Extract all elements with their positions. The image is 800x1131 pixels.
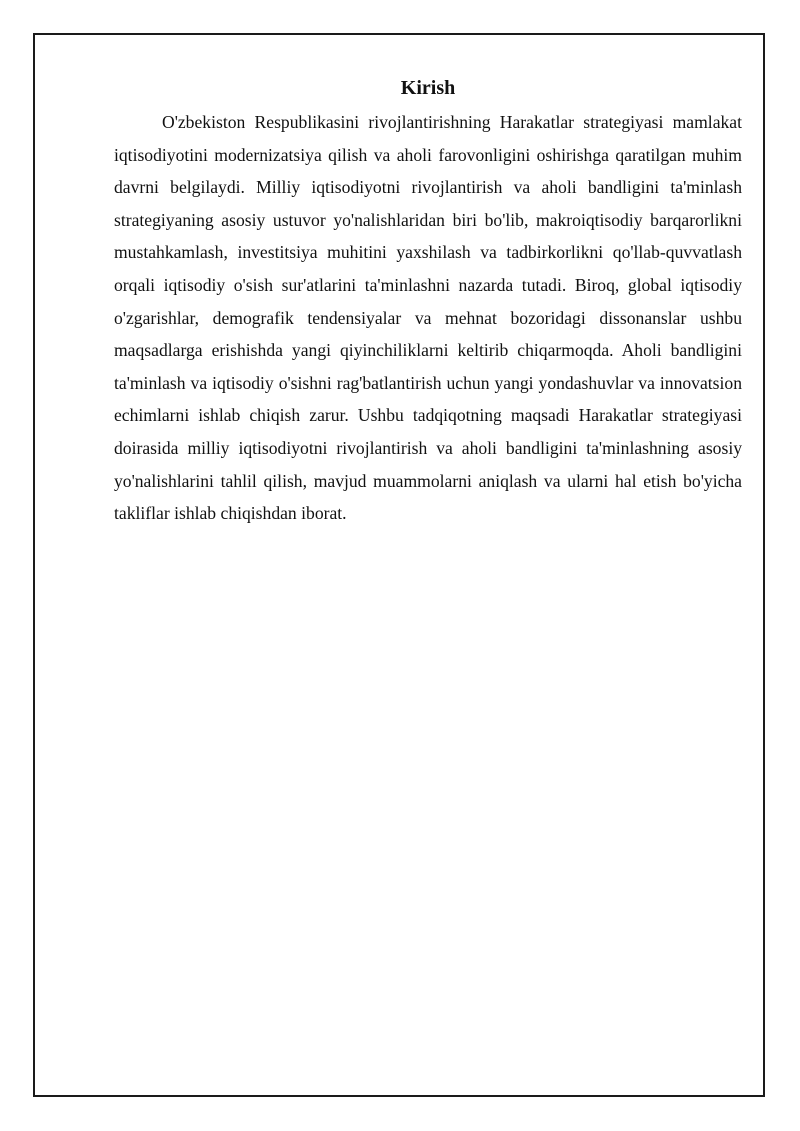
document-title: Kirish bbox=[400, 77, 456, 99]
introduction-paragraph: O'zbekiston Respublikasini rivojlantirishning Harakatlar strategiyasi mamlakat iqtisodiyotini modernizatsiya qilish va aholi farovonligini oshirishga qaratilgan muhim davrni belgilaydi. Milliy iqtisodiyotni rivojlantirish va aholi bandligini ta'minlash strategiyaning asosiy ustuvor yo'nalishlaridan biri bo'lib, makroiqtisodiy barqarorlikni mustahkamlash, investitsiya muhitini yaxshilash va tadbirkorlikni qo'llab-quvvatlash orqali iqtisodiy o'sish sur'atlarini ta'minlashni nazarda tutadi. Biroq, global iqtisodiy o'zgarishlar, demografik tendensiyalar va mehnat bozoridagi dissonanslar ushbu maqsadlarga erishishda yangi qiyinchiliklarni keltirib chiqarmoqda. Aholi bandligini ta'minlash va iqtisodiy o'sishni rag'batlantirish uchun yangi yondashuvlar va innovatsion echimlarni ishlab chiqish zarur. Ushbu tadqiqotning maqsadi Harakatlar strategiyasi doirasida milliy iqtisodiyotni rivojlantirish va aholi bandligini ta'minlashning asosiy yo'nalishlarini tahlil qilish, mavjud muammolarni aniqlash va ularni hal etish bo'yicha takliflar ishlab chiqishdan iborat. bbox=[114, 112, 742, 524]
document-content bbox=[114, 74, 742, 530]
